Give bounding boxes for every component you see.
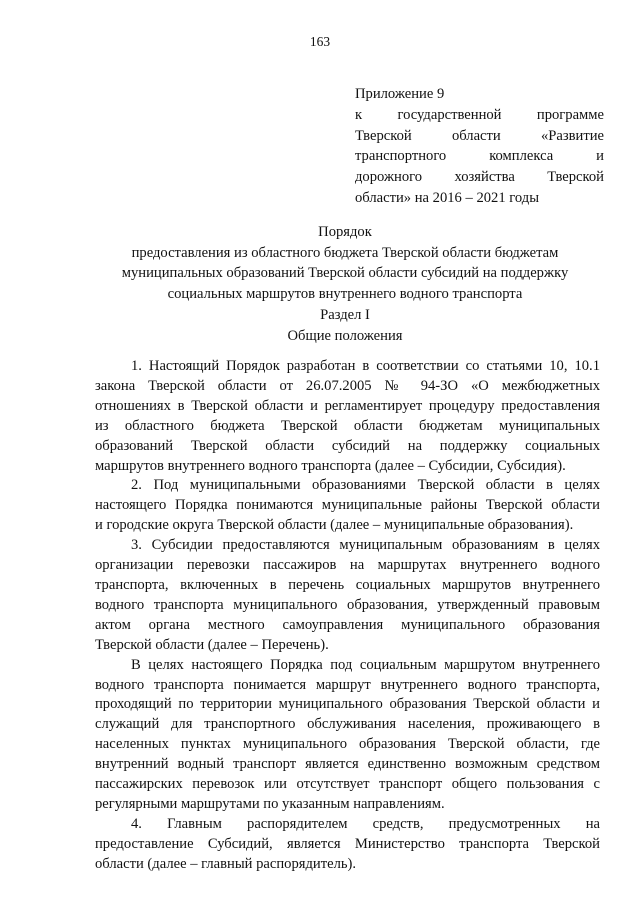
text-line: 3. Субсидии предоставляются муниципальным образованиям в целях <box>131 537 600 554</box>
text-line: 4. Главным распорядителем средств, предусмотренных на <box>131 815 600 832</box>
document-title <box>40 222 640 304</box>
text-line: актом органа местного самоуправления муниципального образования <box>95 616 600 633</box>
text-line: водного транспорта понимается маршрут внутреннего водного транспорта, <box>95 676 600 693</box>
title-line: предоставления из областного бюджета Тверской области бюджетам <box>131 244 559 261</box>
text-line: из областного бюджета Тверской области бюджетам муниципальных <box>95 417 600 434</box>
paragraph-1 <box>95 357 600 476</box>
title-line: муниципальных образований Тверской области субсидий на поддержку <box>121 265 569 281</box>
text-line: проходящий по территории муниципального образования Тверской области и <box>95 696 600 713</box>
appendix-line: области» на 2016 – 2021 годы <box>355 189 540 206</box>
text-line: регулярными маршрутами по указанным направлениям. <box>95 795 445 812</box>
text-line: закона Тверской области от 26.07.2005 № 94-ЗО «О межбюджетных <box>95 377 600 394</box>
paragraph-3 <box>95 536 600 655</box>
text-line: настоящего Порядка понимаются муниципальные районы Тверской области <box>95 497 600 514</box>
text-line: предоставление Субсидий, является Министерство транспорта Тверской <box>95 835 600 852</box>
text-line: Тверской области (далее – Перечень). <box>95 636 329 653</box>
paragraph-2 <box>95 476 600 536</box>
appendix-block <box>355 84 604 209</box>
title-line: социальных маршрутов внутреннего водного транспорта <box>167 285 523 302</box>
text-line: В целях настоящего Порядка под социальным маршрутом внутреннего <box>131 656 600 673</box>
text-line: населенных пунктах муниципального образования Тверской области, где <box>95 736 600 753</box>
appendix-line: к государственной программе <box>355 106 604 123</box>
section-heading <box>40 305 640 346</box>
text-line: и городские округа Тверской области (далее – муниципальные образования). <box>95 517 574 534</box>
text-line: 2. Под муниципальными образованиями Тверской области в целях <box>131 477 600 494</box>
text-line: области (далее – главный распорядитель). <box>95 855 357 872</box>
text-line: 1. Настоящий Порядок разработан в соответствии со статьями 10, 10.1 <box>131 358 600 374</box>
section-number: Раздел I <box>320 307 370 323</box>
appendix-line: Приложение 9 <box>355 86 445 102</box>
title-line: Порядок <box>318 224 372 240</box>
text-line: служащий для транспортного обслуживания населения, проживающего в <box>95 716 600 733</box>
paragraph-4 <box>95 656 600 815</box>
page-number: 163 <box>309 34 331 49</box>
appendix-line: дорожного хозяйства Тверской <box>355 169 604 186</box>
section-name: Общие положения <box>287 327 403 344</box>
text-line: маршрутов внутреннего водного транспорта (далее – Субсидии, Субсидия). <box>95 457 566 474</box>
text-line: водного транспорта муниципального образования, утвержденный правовым <box>95 596 600 613</box>
paragraph-5 <box>95 815 600 875</box>
appendix-line: Тверской области «Развитие <box>355 127 604 144</box>
text-line: организации перевозки пассажиров на маршрутах внутреннего водного <box>95 557 600 574</box>
text-line: транспорта, включенных в перечень социальных маршрутов внутреннего <box>95 576 600 593</box>
body-text <box>95 357 600 875</box>
text-line: образований Тверской области субсидий на поддержку социальных <box>95 437 600 454</box>
text-line: внутренний водный транспорт является единственно возможным средством <box>95 756 600 773</box>
text-line: пассажирских перевозок или отсутствует транспорт общего пользования с <box>95 776 600 793</box>
text-line: отношениях в Тверской области и регламентирует процедуру предоставления <box>95 397 600 414</box>
appendix-line: транспортного комплекса и <box>355 148 604 165</box>
